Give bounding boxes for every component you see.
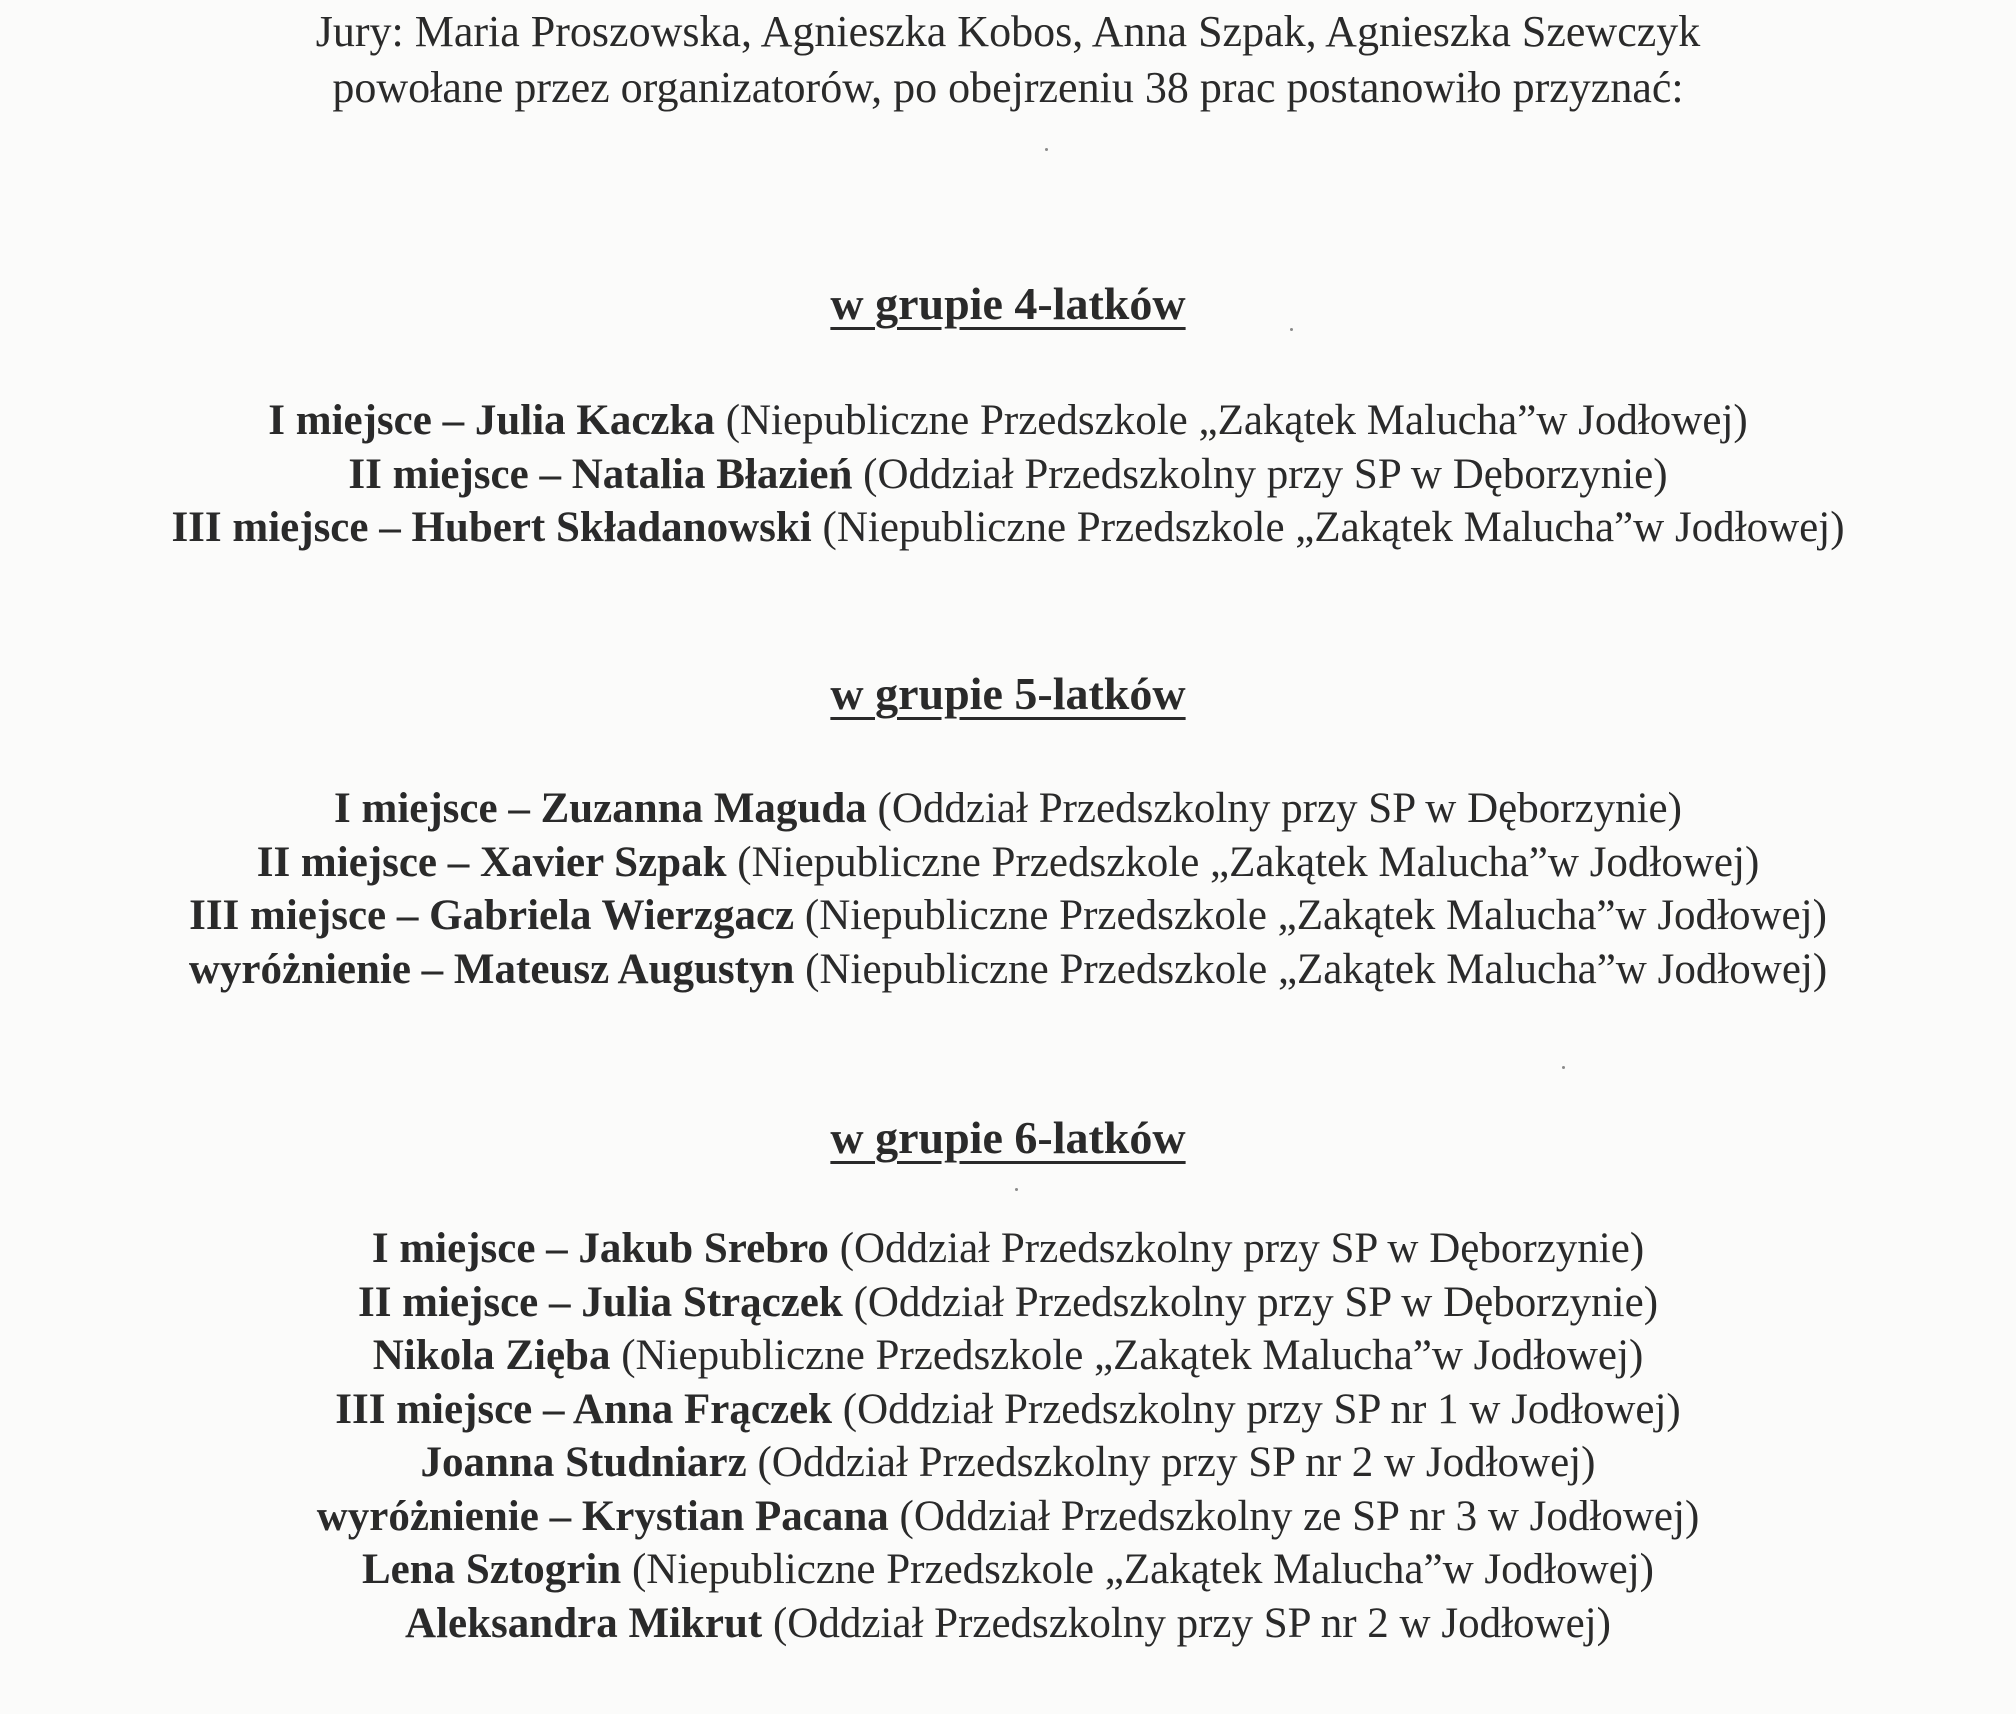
award-school: (Oddział Przedszkolny ze SP nr 3 w Jodłowej) <box>899 1492 1700 1540</box>
award-entry <box>0 889 2016 943</box>
award-school: (Niepubliczne Przedszkole „Zakątek Malucha”w Jodłowej) <box>631 1546 1654 1593</box>
group-heading-6: w grupie 6-latków <box>830 1112 1186 1163</box>
scan-speck <box>1290 328 1293 331</box>
jury-intro-line: powołane przez organizatorów, po obejrzeniu 38 prac postanowiło przyznać: <box>332 63 1684 112</box>
award-school: (Oddział Przedszkolny przy SP nr 2 w Jodłowej) <box>757 1439 1596 1486</box>
award-entry <box>0 1383 2016 1437</box>
award-place-name: III miejsce – Anna Frączek <box>335 1385 833 1433</box>
award-place-name: I miejsce – Julia Kaczka <box>268 397 715 444</box>
jury-intro-line: Jury: Maria Proszowska, Agnieszka Kobos, Anna Szpak, Agnieszka Szewczyk <box>315 7 1701 56</box>
award-place-name: Nikola Zięba <box>372 1332 611 1379</box>
award-entry <box>0 1543 2016 1597</box>
award-place-name: Joanna Studniarz <box>420 1439 747 1486</box>
award-entry <box>0 1276 2016 1330</box>
award-list-6 <box>0 1222 2016 1650</box>
award-school: (Niepubliczne Przedszkole „Zakątek Malucha”w Jodłowej) <box>621 1332 1644 1379</box>
award-entry <box>0 448 2016 502</box>
group-heading-5: w grupie 5-latków <box>830 668 1186 719</box>
award-entry <box>0 782 2016 836</box>
award-school: (Oddział Przedszkolny przy SP w Dęborzynie) <box>839 1225 1645 1272</box>
award-list-4 <box>0 394 2016 555</box>
award-entry <box>0 1329 2016 1383</box>
award-school: (Niepubliczne Przedszkole „Zakątek Malucha”w Jodłowej) <box>804 892 1827 939</box>
award-school: (Oddział Przedszkolny przy SP w Dęborzynie) <box>853 1278 1659 1326</box>
award-school: (Oddział Przedszkolny przy SP nr 2 w Jodłowej) <box>772 1599 1611 1647</box>
award-entry <box>0 394 2016 448</box>
award-entry <box>0 1222 2016 1276</box>
award-school: (Oddział Przedszkolny przy SP w Dęborzynie) <box>877 785 1682 832</box>
group-heading-4: w grupie 4-latków <box>830 278 1186 329</box>
award-school: (Niepubliczne Przedszkole „Zakątek Malucha”w Jodłowej) <box>805 945 1828 993</box>
award-entry <box>0 1490 2016 1544</box>
award-school: (Niepubliczne Przedszkole „Zakątek Malucha”w Jodłowej) <box>725 397 1748 444</box>
award-place-name: I miejsce – Zuzanna Maguda <box>334 785 867 832</box>
award-school: (Oddział Przedszkolny przy SP nr 1 w Jodłowej) <box>842 1385 1681 1433</box>
award-place-name: II miejsce – Natalia Błazień <box>348 450 853 498</box>
award-place-name: II miejsce – Julia Strączek <box>357 1278 843 1326</box>
award-place-name: III miejsce – Hubert Składanowski <box>171 504 812 551</box>
scan-speck <box>1562 1066 1565 1069</box>
scan-speck <box>1045 148 1048 151</box>
award-place-name: Lena Sztogrin <box>362 1546 622 1593</box>
award-school: (Niepubliczne Przedszkole „Zakątek Malucha”w Jodłowej) <box>822 504 1845 551</box>
award-place-name: wyróżnienie – Krystian Pacana <box>316 1492 889 1540</box>
award-entry <box>0 1436 2016 1490</box>
award-place-name: Aleksandra Mikrut <box>405 1599 763 1647</box>
award-place-name: wyróżnienie – Mateusz Augustyn <box>188 945 795 993</box>
award-place-name: III miejsce – Gabriela Wierzgacz <box>189 892 795 939</box>
award-entry <box>0 836 2016 890</box>
award-place-name: II miejsce – Xavier Szpak <box>256 838 727 886</box>
award-place-name: I miejsce – Jakub Srebro <box>371 1225 829 1272</box>
award-entry <box>0 943 2016 997</box>
award-school: (Niepubliczne Przedszkole „Zakątek Malucha”w Jodłowej) <box>737 838 1760 886</box>
award-list-5 <box>0 782 2016 996</box>
scan-speck <box>1015 1188 1018 1191</box>
jury-intro <box>0 4 2016 116</box>
award-entry <box>0 501 2016 555</box>
award-school: (Oddział Przedszkolny przy SP w Dęborzynie) <box>863 450 1668 498</box>
award-entry <box>0 1597 2016 1651</box>
